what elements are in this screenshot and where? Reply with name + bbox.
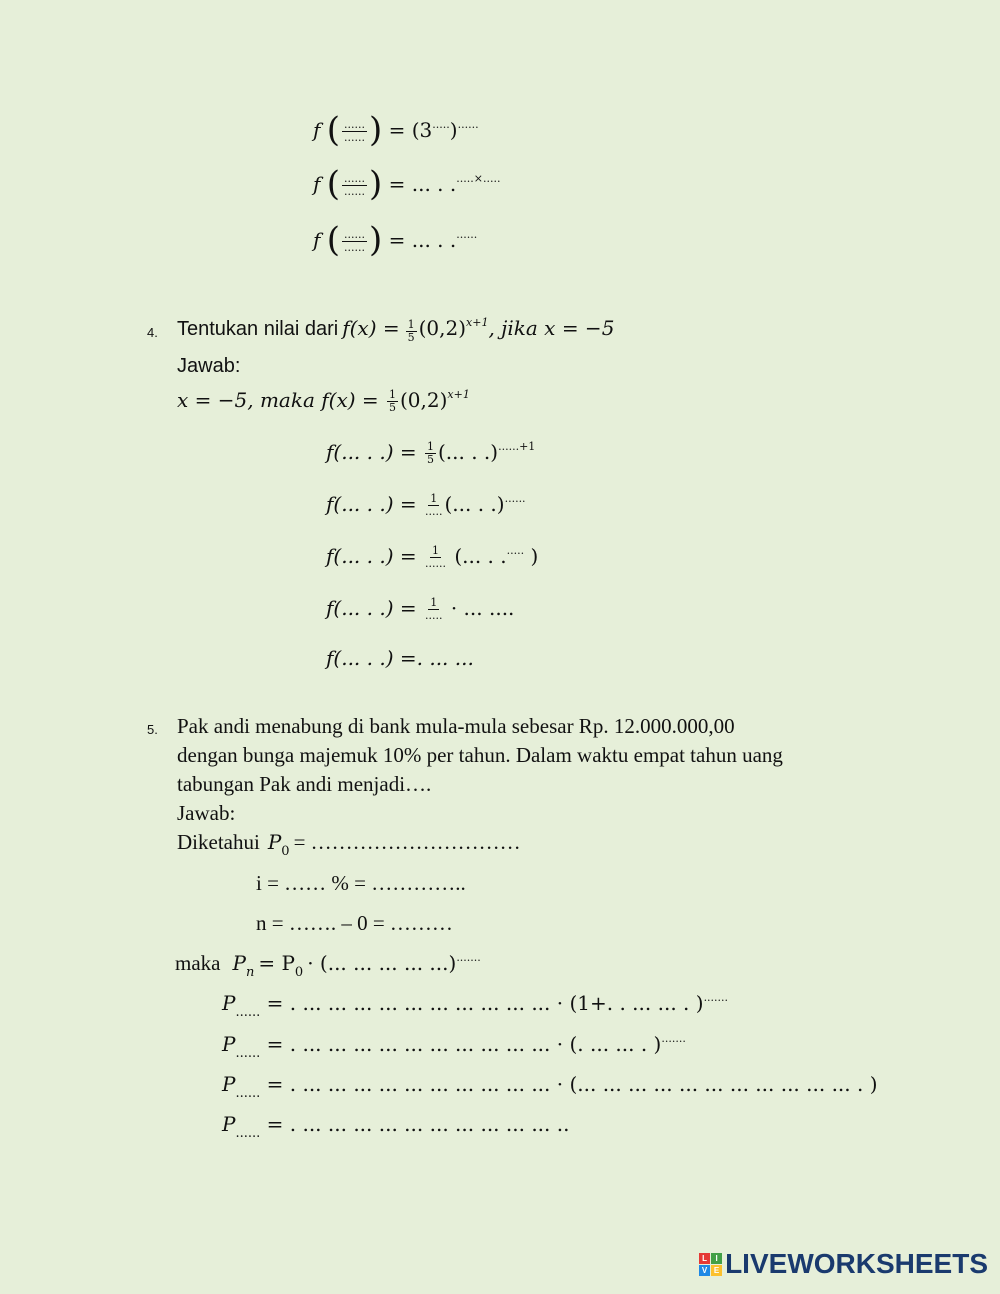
- logo-grid-icon: [699, 1253, 722, 1276]
- liveworksheets-logo[interactable]: [699, 1248, 988, 1280]
- q4-step1: f(... . .) = $\frac{1}{5}$ (... . .)$^{......+1}$: [326, 440, 536, 466]
- q4-number: 4.: [147, 325, 158, 340]
- top-eq-1: f ( ...... ...... ) = (3.....)......: [313, 110, 479, 150]
- q5-number: 5.: [147, 722, 158, 737]
- q4-step3: f(... . .) = 1 ...... (... . ...... ): [326, 544, 539, 570]
- q4-step2: f(... . .) = 1 ..... (... . .)......: [326, 492, 526, 518]
- logo-text: LIVEWORKSHEETS: [725, 1248, 988, 1279]
- q5-n-line: n = ……. – 0 = ………: [256, 911, 453, 935]
- q4-step5: f(... . .) =. ... ...: [326, 646, 474, 670]
- q4-step4: f(... . .) = 1 ..... · ... ....: [326, 596, 515, 622]
- q5-line3: tabungan Pak andi menjadi….: [177, 772, 432, 796]
- top-eq-2: f ( ...... ...... ) = ... . ......×.....: [313, 164, 501, 204]
- q5-i-line: i = …… % = …………..: [256, 871, 466, 895]
- q5-row3: $P_{......}$ = . ... ... ... ... ... ... ... ... ... ... · (... ... ... ... ... ... ... ... ... ... ... . ): [222, 1072, 878, 1101]
- q5-line1: Pak andi menabung di bank mula-mula sebesar Rp. 12.000.000,00: [177, 714, 735, 738]
- q5-row4: $P_{......}$ = . ... ... ... ... ... ... ... ... ... ... ..: [222, 1112, 570, 1141]
- q5-row2: $P_{......}$ = . ... ... ... ... ... ... ... ... ... ... · (. ... ... . ).......: [222, 1032, 686, 1061]
- logo-cell: V: [699, 1265, 710, 1276]
- q4-line1: x = −5, maka f(x) = $\frac{1}{5}$ $(0,2)^{x+1}$: [177, 388, 470, 414]
- top-eq-3: f ( ...... ...... ) = ... . .......: [313, 220, 478, 260]
- q5-jawab: Jawab:: [177, 801, 236, 825]
- q4-jawab: Jawab:: [177, 355, 241, 377]
- q5-row1: $P_{......}$ = . ... ... ... ... ... ... ... ... ... ... · (1+. . ... ... . ).......: [222, 991, 729, 1020]
- q5-line2: dengan bunga majemuk 10% per tahun. Dalam waktu empat tahun uang: [177, 743, 783, 767]
- q4-question: Tentukan nilai dari f(x) = $\frac{1}{5}$ $(0,2)^{x+1}$, jika x = −5: [177, 316, 615, 344]
- logo-cell: L: [699, 1253, 710, 1264]
- logo-cell: I: [711, 1253, 722, 1264]
- q5-pn-line: maka $P_n = P_0$ · (... ... ... ... ...).......: [175, 951, 481, 980]
- q5-p0-line: Diketahui $P_0$ = …………………………: [177, 830, 521, 859]
- logo-cell: E: [711, 1265, 722, 1276]
